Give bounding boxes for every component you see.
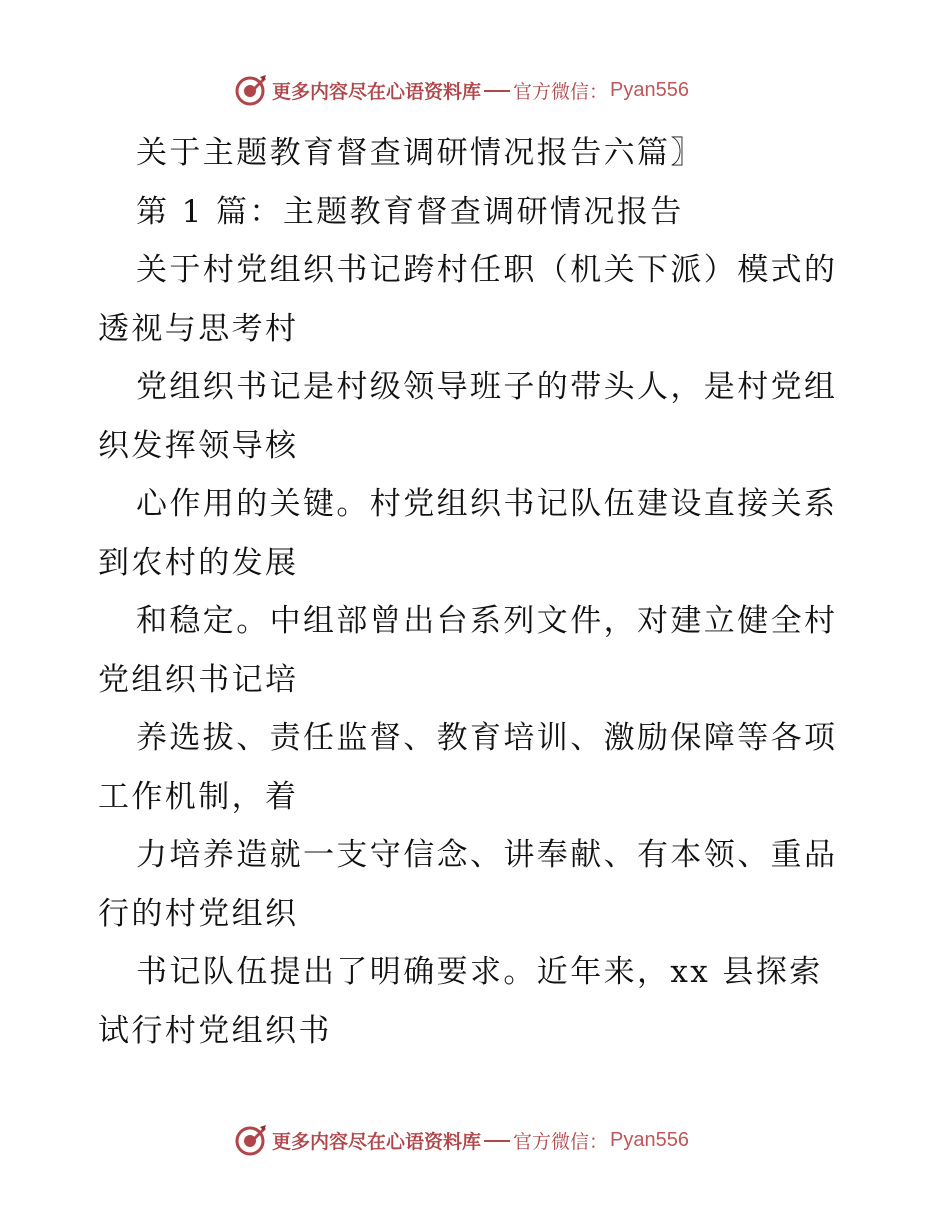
watermark-dash (484, 1140, 510, 1142)
document-line: 行的村党组织 (98, 895, 299, 932)
watermark-wechat-id: Pyan556 (610, 78, 689, 101)
footer-watermark (234, 1122, 689, 1158)
header-watermark (234, 72, 689, 108)
document-line: 第 1 篇：主题教育督查调研情况报告 (136, 193, 684, 230)
document-line: 党组织书记培 (98, 661, 299, 698)
watermark-wechat-id: Pyan556 (610, 1128, 689, 1151)
document-body (98, 124, 858, 1060)
watermark-brand: 更多内容尽在心语资料库 (272, 80, 482, 103)
document-line: 工作机制，着 (98, 778, 299, 815)
document-line: 心作用的关键。村党组织书记队伍建设直接关系 (136, 486, 838, 522)
document-line: 养选拔、责任监督、教育培训、激励保障等各项 (136, 720, 838, 756)
document-line: 党组织书记是村级领导班子的带头人，是村党组 (136, 369, 838, 405)
pen-logo-icon (234, 1123, 268, 1157)
watermark-official-label: 官方微信： (513, 1130, 609, 1153)
document-line: 关于村党组织书记跨村任职（机关下派）模式的 (136, 252, 838, 288)
document-line: 到农村的发展 (98, 544, 299, 581)
document-line: 和稳定。中组部曾出台系列文件，对建立健全村 (136, 603, 838, 639)
document-line: 力培养造就一支守信念、讲奉献、有本领、重品 (136, 837, 838, 873)
watermark-brand: 更多内容尽在心语资料库 (272, 1130, 482, 1153)
document-line: 透视与思考村 (98, 310, 299, 347)
watermark-dash (484, 90, 510, 92)
document-line: 织发挥领导核 (98, 427, 299, 464)
document-line: 关于主题教育督查调研情况报告六篇〗 (136, 135, 704, 171)
watermark-official-label: 官方微信： (513, 80, 609, 103)
pen-logo-icon (234, 73, 268, 107)
document-line: 书记队伍提出了明确要求。近年来，xx 县探索 (136, 954, 823, 990)
document-line: 试行村党组织书 (98, 1012, 332, 1049)
